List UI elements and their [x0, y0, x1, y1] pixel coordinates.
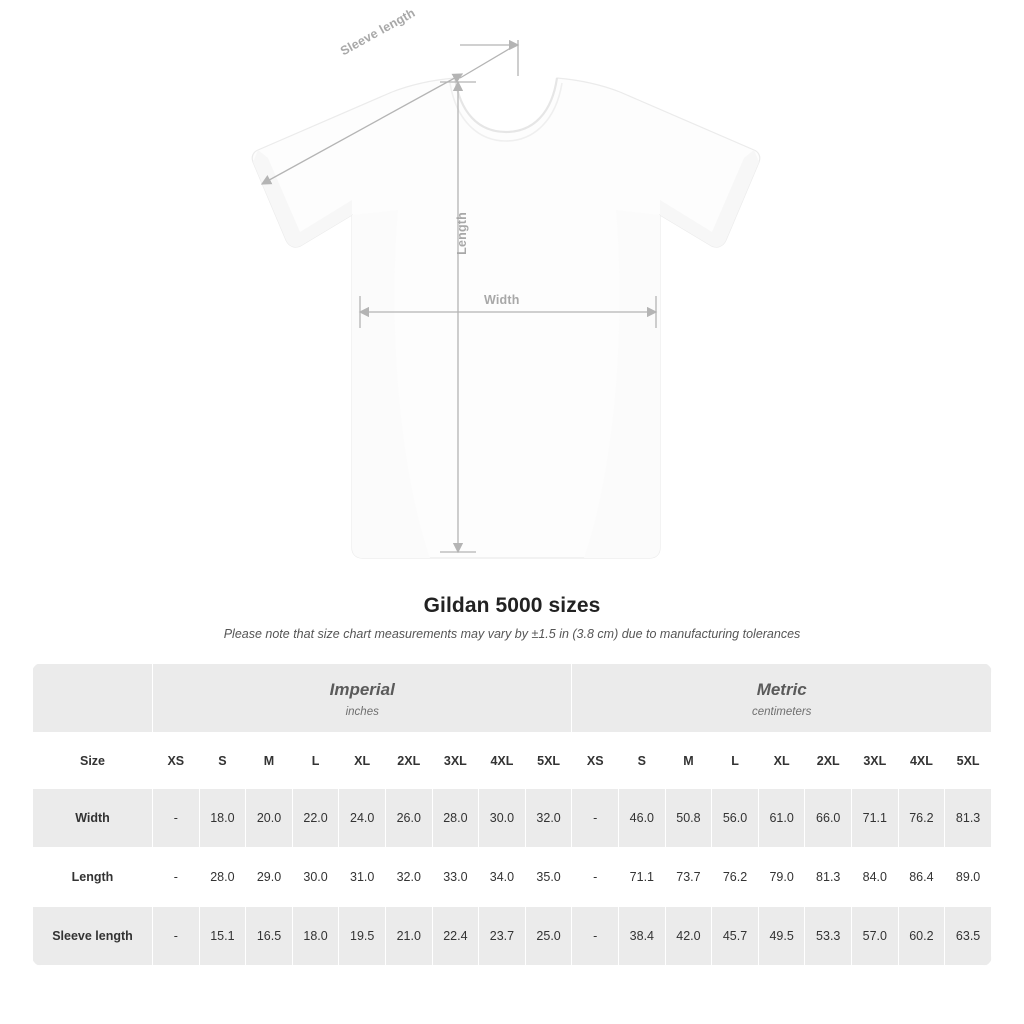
cell-sleeve-imperial-m: 16.5	[246, 907, 293, 966]
size-header-label: Size	[33, 733, 153, 789]
system-header-spacer	[33, 664, 153, 733]
size-header-imperial-3xl: 3XL	[432, 733, 479, 789]
row-label-width: Width	[33, 789, 153, 848]
size-header-row	[33, 733, 992, 789]
size-header-metric-xl: XL	[758, 733, 805, 789]
shirt-shape	[252, 78, 760, 558]
cell-sleeve-metric-m: 42.0	[665, 907, 712, 966]
cell-sleeve-metric-s: 38.4	[619, 907, 666, 966]
size-header-imperial-4xl: 4XL	[479, 733, 526, 789]
cell-sleeve-imperial-2xl: 21.0	[385, 907, 432, 966]
row-label-length: Length	[33, 848, 153, 907]
size-header-metric-4xl: 4XL	[898, 733, 945, 789]
cell-sleeve-imperial-xs: -	[153, 907, 200, 966]
page-title: Gildan 5000 sizes	[423, 594, 601, 617]
cell-width-imperial-3xl: 28.0	[432, 789, 479, 848]
system-header-imperial: Imperial inches	[153, 664, 572, 733]
cell-width-metric-s: 46.0	[619, 789, 666, 848]
cell-width-imperial-m: 20.0	[246, 789, 293, 848]
cell-width-metric-5xl: 81.3	[945, 789, 992, 848]
cell-width-imperial-l: 22.0	[292, 789, 339, 848]
cell-length-imperial-m: 29.0	[246, 848, 293, 907]
cell-width-imperial-4xl: 30.0	[479, 789, 526, 848]
size-header-imperial-xs: XS	[153, 733, 200, 789]
sleeve-length-label: Sleeve length	[338, 5, 418, 59]
size-header-imperial-2xl: 2XL	[385, 733, 432, 789]
size-header-metric-xs: XS	[572, 733, 619, 789]
cell-width-metric-3xl: 71.1	[852, 789, 899, 848]
cell-sleeve-metric-3xl: 57.0	[852, 907, 899, 966]
tolerance-note: Please note that size chart measurements may vary by ±1.5 in (3.8 cm) due to manufacturing tolerances	[223, 627, 801, 641]
cell-width-metric-xl: 61.0	[758, 789, 805, 848]
cell-width-imperial-2xl: 26.0	[385, 789, 432, 848]
cell-length-imperial-xl: 31.0	[339, 848, 386, 907]
row-label-sleeve-length: Sleeve length	[33, 907, 153, 966]
cell-width-metric-l: 56.0	[712, 789, 759, 848]
table-row	[33, 789, 992, 848]
cell-length-metric-2xl: 81.3	[805, 848, 852, 907]
cell-length-metric-xl: 79.0	[758, 848, 805, 907]
cell-sleeve-imperial-3xl: 22.4	[432, 907, 479, 966]
size-header-imperial-m: M	[246, 733, 293, 789]
size-header-metric-5xl: 5XL	[945, 733, 992, 789]
title-block	[0, 594, 1024, 641]
cell-length-imperial-3xl: 33.0	[432, 848, 479, 907]
system-header-metric: Metric centimeters	[572, 664, 992, 733]
cell-width-imperial-xl: 24.0	[339, 789, 386, 848]
cell-width-metric-xs: -	[572, 789, 619, 848]
size-header-metric-l: L	[712, 733, 759, 789]
cell-sleeve-metric-xs: -	[572, 907, 619, 966]
cell-length-metric-l: 76.2	[712, 848, 759, 907]
table-row	[33, 907, 992, 966]
cell-sleeve-metric-5xl: 63.5	[945, 907, 992, 966]
size-header-metric-2xl: 2XL	[805, 733, 852, 789]
cell-length-imperial-5xl: 35.0	[525, 848, 572, 907]
cell-length-imperial-xs: -	[153, 848, 200, 907]
length-label: Length	[455, 212, 469, 255]
cell-length-metric-5xl: 89.0	[945, 848, 992, 907]
cell-sleeve-metric-xl: 49.5	[758, 907, 805, 966]
cell-width-imperial-xs: -	[153, 789, 200, 848]
table-row	[33, 848, 992, 907]
cell-width-metric-4xl: 76.2	[898, 789, 945, 848]
cell-width-metric-2xl: 66.0	[805, 789, 852, 848]
cell-length-imperial-s: 28.0	[199, 848, 246, 907]
cell-length-imperial-l: 30.0	[292, 848, 339, 907]
measurement-system-header-row	[33, 664, 992, 733]
size-table-wrapper	[32, 663, 992, 966]
cell-width-imperial-s: 18.0	[199, 789, 246, 848]
cell-length-imperial-2xl: 32.0	[385, 848, 432, 907]
cell-sleeve-metric-4xl: 60.2	[898, 907, 945, 966]
width-label: Width	[484, 293, 520, 307]
size-header-imperial-xl: XL	[339, 733, 386, 789]
cell-sleeve-imperial-l: 18.0	[292, 907, 339, 966]
cell-sleeve-imperial-4xl: 23.7	[479, 907, 526, 966]
cell-length-metric-m: 73.7	[665, 848, 712, 907]
cell-length-metric-s: 71.1	[619, 848, 666, 907]
size-table	[32, 663, 992, 966]
cell-sleeve-metric-l: 45.7	[712, 907, 759, 966]
size-header-imperial-l: L	[292, 733, 339, 789]
size-header-metric-m: M	[665, 733, 712, 789]
cell-length-metric-4xl: 86.4	[898, 848, 945, 907]
cell-width-metric-m: 50.8	[665, 789, 712, 848]
size-header-metric-s: S	[619, 733, 666, 789]
size-header-imperial-5xl: 5XL	[525, 733, 572, 789]
cell-length-metric-3xl: 84.0	[852, 848, 899, 907]
size-header-imperial-s: S	[199, 733, 246, 789]
cell-sleeve-imperial-s: 15.1	[199, 907, 246, 966]
cell-sleeve-metric-2xl: 53.3	[805, 907, 852, 966]
cell-length-imperial-4xl: 34.0	[479, 848, 526, 907]
cell-length-metric-xs: -	[572, 848, 619, 907]
cell-sleeve-imperial-5xl: 25.0	[525, 907, 572, 966]
cell-width-imperial-5xl: 32.0	[525, 789, 572, 848]
cell-sleeve-imperial-xl: 19.5	[339, 907, 386, 966]
size-header-metric-3xl: 3XL	[852, 733, 899, 789]
